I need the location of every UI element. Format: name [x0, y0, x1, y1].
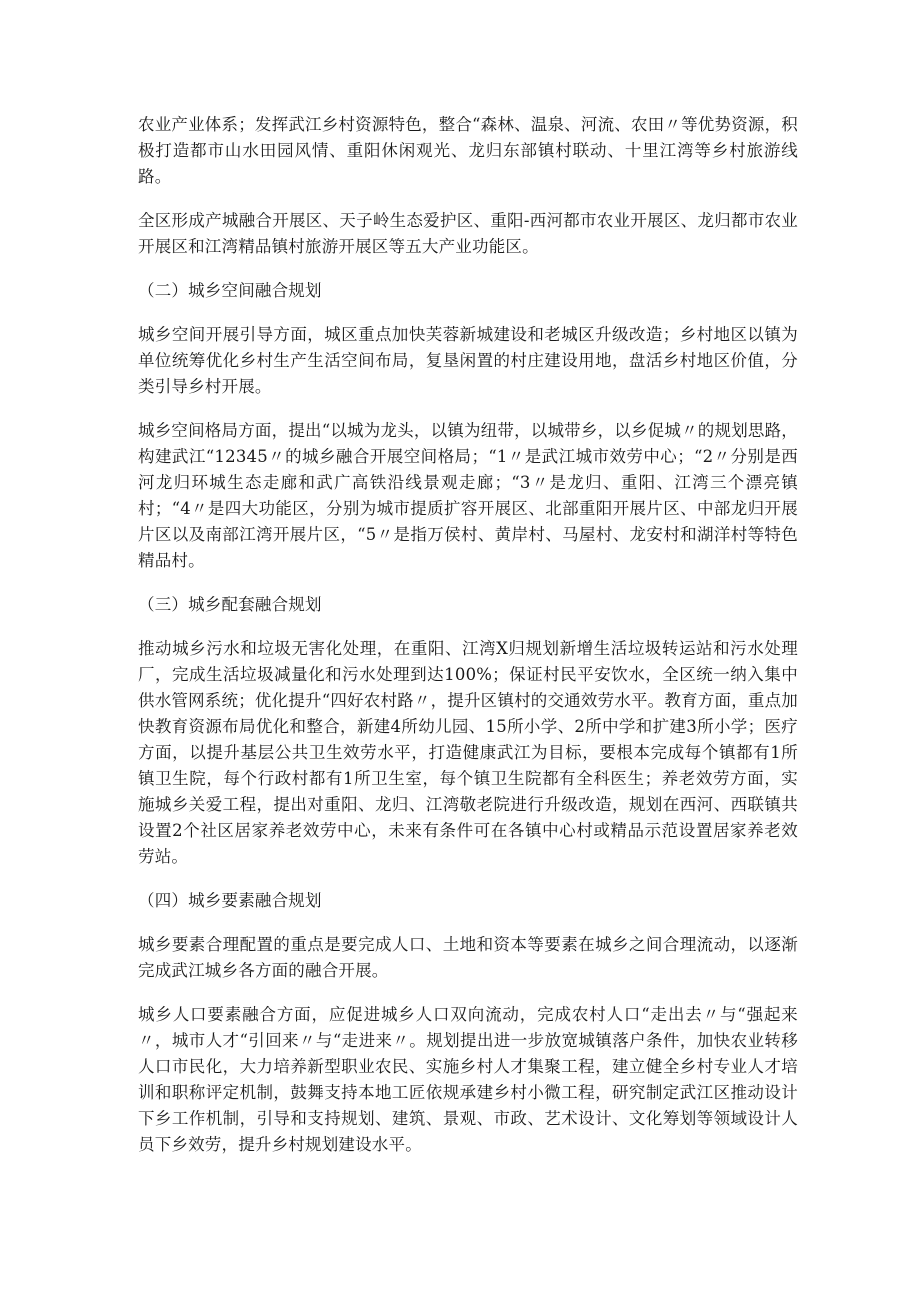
paragraph: 城乡空间格局方面，提出“以城为龙头，以镇为纽带，以城带乡，以乡促城〃的规划思路，构建武江“12345〃的城乡融合开展空间格局；“1〃是武江城市效劳中心；“2〃分别是西河龙归环城生态走廊和武广高铁沿线景观走廊；“3〃是龙归、重阳、江湾三个漂亮镇村；“4〃是四大功能区，分别为城市提质扩容开展区、北部重阳开展片区、中部龙归开展片区以及南部江湾开展片区，“5〃是指万侯村、黄岸村、马屋村、龙安村和湖洋村等特色精品村。	[138, 421, 798, 570]
section-heading: （四）城乡要素融合规划	[138, 891, 322, 910]
paragraph: 全区形成产城融合开展区、天子岭生态爱护区、重阳-西河都市农业开展区、龙归都市农业开展区和江湾精品镇村旅游开展区等五大产业功能区。	[138, 211, 798, 256]
paragraph: 城乡要素合理配置的重点是要完成人口、土地和资本等要素在城乡之间合理流动，以逐渐完成武江城乡各方面的融合开展。	[138, 935, 798, 980]
paragraph: 城乡空间开展引导方面，城区重点加快芙蓉新城建设和老城区升级改造；乡村地区以镇为单位统筹优化乡村生产生活空间布局，复垦闲置的村庄建设用地，盘活乡村地区价值，分类引导乡村开展。	[138, 325, 798, 396]
paragraph: 城乡人口要素融合方面，应促进城乡人口双向流动，完成农村人口“走出去〃与“强起来〃，城市人才“引回来〃与“走进来〃。规划提出进一步放宽城镇落户条件，加快农业转移人口市民化，大力培养新型职业农民、实施乡村人才集聚工程，建立健全乡村专业人才培训和职称评定机制，鼓舞支持本地工匠依规承建乡村小微工程，研究制定武江区推动设计下乡工作机制，引导和支持规划、建筑、景观、市政、艺术设计、文化筹划等领域设计人员下乡效劳，提升乡村规划建设水平。	[138, 1005, 798, 1154]
document-page	[138, 112, 798, 1158]
paragraph: 农业产业体系；发挥武江乡村资源特色，整合“森林、温泉、河流、农田〃等优势资源，积极打造都市山水田园风情、重阳休闲观光、龙归东部镇村联动、十里江湾等乡村旅游线路。	[138, 115, 798, 186]
section-heading: （二）城乡空间融合规划	[138, 281, 322, 300]
section-heading: （三）城乡配套融合规划	[138, 595, 322, 614]
paragraph: 推动城乡污水和垃圾无害化处理，在重阳、江湾X归规划新增生活垃圾转运站和污水处理厂，完成生活垃圾减量化和污水处理到达100%；保证村民平安饮水，全区统一纳入集中供水管网系统；优化提升“四好农村路〃，提升区镇村的交通效劳水平。教育方面，重点加快教育资源布局优化和整合，新建4所幼儿园、15所小学、2所中学和扩建3所小学；医疗方面，以提升基层公共卫生效劳水平，打造健康武江为目标，要根本完成每个镇都有1所镇卫生院，每个行政村都有1所卫生室，每个镇卫生院都有全科医生；养老效劳方面，实施城乡关爱工程，提出对重阳、龙归、江湾敬老院进行升级改造，规划在西河、西联镇共设置2个社区居家养老效劳中心，未来有条件可在各镇中心村或精品示范设置居家养老效劳站。	[138, 639, 798, 866]
